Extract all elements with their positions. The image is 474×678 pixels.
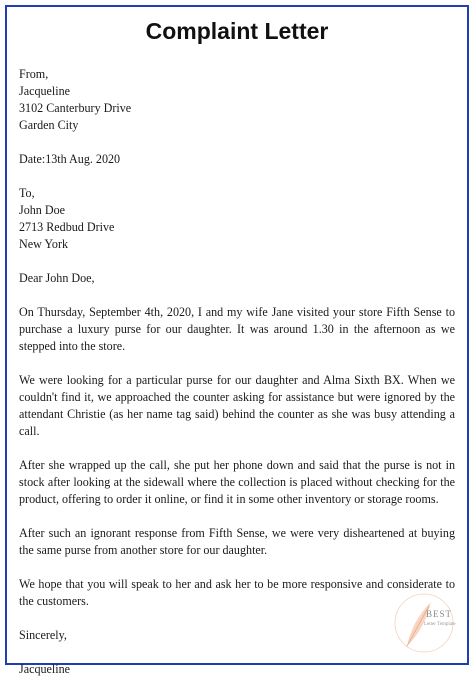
salutation: Dear John Doe, <box>19 271 95 285</box>
paragraph-1: On Thursday, September 4th, 2020, I and my wife Jane visited your store Fifth Sense to purchase a luxury purse for our daughter. It was around 1.30 in the afternoon as we stepped into the store. <box>19 305 455 353</box>
paragraph-4: After such an ignorant response from Fifth Sense, we were very disheartened at buying the same purse from another store for our daughter. <box>19 526 455 557</box>
logo-brand: BEST <box>426 609 453 619</box>
letter-body <box>19 66 455 678</box>
sender-city: Garden City <box>19 118 79 132</box>
paragraph-3: After she wrapped up the call, she put her phone down and said that the purse is not in stock after looking at the sidewall where the collection is placed without checking for the product, offering to order it online, or find it in some other inventory or storage rooms. <box>19 458 455 506</box>
closing: Sincerely, <box>19 628 67 642</box>
paragraph-5: We hope that you will speak to her and ask her to be more responsive and considerate to the customers. <box>19 577 455 608</box>
recipient-label: To, <box>19 186 35 200</box>
page-title: Complaint Letter <box>145 18 329 44</box>
signature: Jacqueline <box>19 662 71 676</box>
recipient-city: New York <box>19 237 69 251</box>
sender-label: From, <box>19 67 49 81</box>
sender-street: 3102 Canterbury Drive <box>19 101 132 115</box>
logo-tagline: Letter Template <box>424 622 456 627</box>
paragraph-2: We were looking for a particular purse for our daughter and Alma Sixth BX. When we couldn't find it, we approached the counter asking for assistance but were ignored by the attendant Christie (as her name tag said) behind the counter as she was busy attending a call. <box>19 373 455 438</box>
recipient-name: John Doe <box>19 203 66 217</box>
sender-name: Jacqueline <box>19 84 71 98</box>
letter-date: Date:13th Aug. 2020 <box>19 152 121 166</box>
recipient-street: 2713 Redbud Drive <box>19 220 115 234</box>
